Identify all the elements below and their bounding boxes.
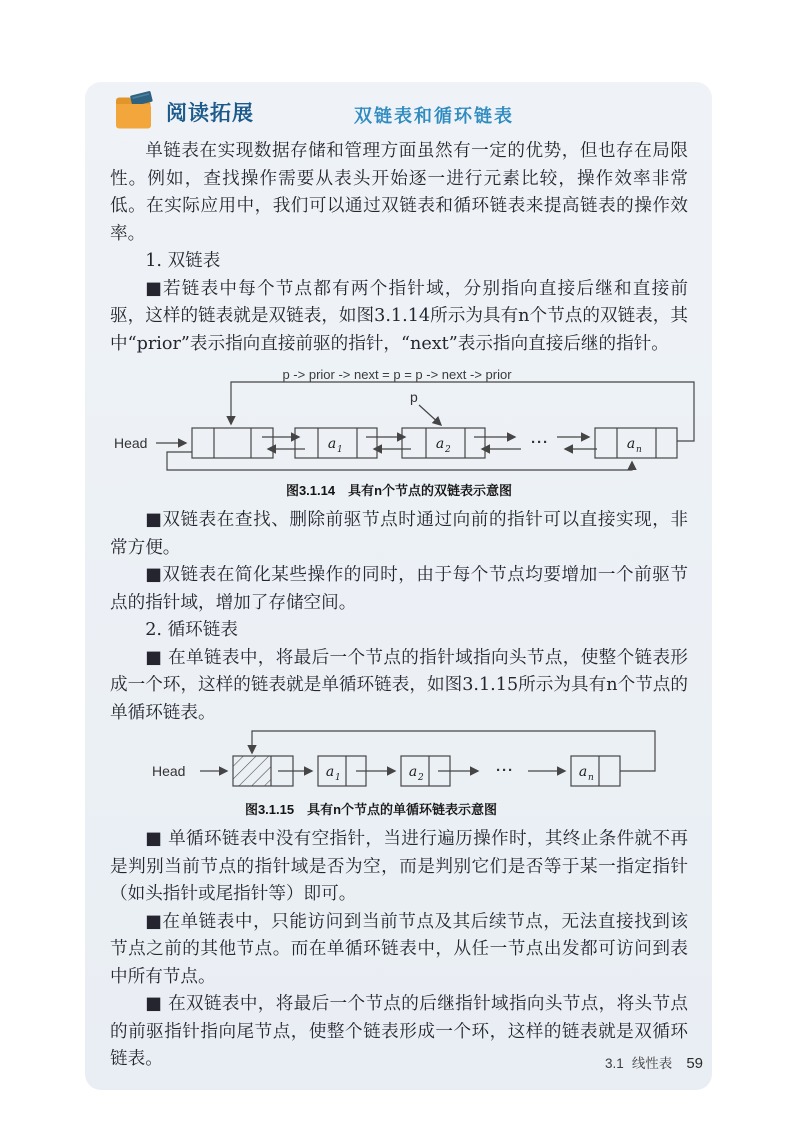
ellipsis: ··· [531,434,549,451]
node-an [595,428,677,458]
node-head [192,428,273,458]
node-a1-label: a [327,436,337,452]
node-an-label: a [626,436,636,452]
node-a1 [295,428,377,458]
paragraph-doubly-cost: ■双链表在简化某些操作的同时，由于每个节点均要增加一个前驱节点的指针域，增加了存储空间。 [110,565,688,613]
p-pointer-arrow [419,405,441,425]
paragraph-intro: 单链表在实现数据存储和管理方面虽然有一定的优势，但也存在局限性。例如，查找操作需要从表头开始逐一进行元素比较，操作效率非常低。在实际应用中，我们可以通过双链表和循环链表来提高链表的操作效率。 [110,141,688,244]
footer-section-title: 线性表 [631,1056,673,1071]
node-an-subscript: n [636,445,642,455]
node-an-label: a [578,764,588,780]
circular-loop-line [252,731,655,771]
pointer-expression-label: p -> prior -> next = p = p -> next -> prior [282,367,512,382]
node-a2-subscript: 2 [445,445,451,455]
section-badge: 阅读拓展 [166,102,254,125]
folder-icon [114,90,160,136]
node-a2-label: a [435,436,445,452]
paragraph-doubly-advantage: ■双链表在查找、删除前驱节点时通过向前的指针可以直接实现，非常方便。 [110,510,688,558]
node-a2 [402,428,485,458]
circular-linked-list-diagram [130,729,710,789]
node-a1-subscript: 1 [335,773,341,783]
figure-doubly-linked-list [110,366,688,499]
next-loop-line [231,382,694,441]
section-subtitle: 双链表和循环链表 [354,106,514,126]
prior-loop-line [167,452,632,470]
footer-section-number: 3.1 [605,1056,624,1071]
footer-page-number: 59 [686,1055,703,1072]
page-footer [605,1052,703,1072]
paragraph-circular-access: ■在单链表中，只能访问到当前节点及其后续节点，无法直接找到该节点之前的其他节点。而在单循环链表中，从任一节点出发都可访问到表中所有节点。 [110,911,688,987]
figure1-caption: 图3.1.14 具有n个节点的双链表示意图 [285,483,513,498]
p-pointer-label: p [410,389,418,405]
node-a1-subscript: 1 [337,445,343,455]
node-a1-label: a [325,764,335,780]
figure-circular-linked-list [110,729,688,818]
reading-extension-panel [85,82,712,1090]
heading-circular-linked-list: 2. 循环链表 [145,620,238,640]
doubly-linked-list-diagram [110,366,710,476]
paragraph-circular-definition: ■ 在单链表中，将最后一个节点的指针域指向头节点，使整个链表形成一个环，这样的链表就是单循环链表，如图3.1.15所示为具有n个节点的单循环链表。 [110,647,688,723]
node-a2-label: a [408,764,418,780]
paragraph-doubly-definition: ■若链表中每个节点都有两个指针域，分别指向直接后继和直接前驱，这样的链表就是双链表，如图3.1.14所示为具有n个节点的双链表，其中“prior”表示指向直接前驱的指针，“next”表示指向直接后继的指针。 [110,278,688,354]
paragraph-doubly-circular: ■ 在双链表中，将最后一个节点的后继指针域指向头节点，将头节点的前驱指针指向尾节点，使整个链表形成一个环，这样的链表就是双循环链表。 [110,994,688,1069]
ellipsis: ··· [496,762,514,779]
node-an [571,756,620,786]
node-an-subscript: n [588,773,594,783]
node-a2-subscript: 2 [418,773,424,783]
head-pointer-label: Head [152,763,186,779]
figure2-caption: 图3.1.15 具有n个节点的单循环链表示意图 [244,802,498,817]
head-pointer-label: Head [114,435,148,451]
heading-doubly-linked-list: 1. 双链表 [145,251,221,271]
body-text [110,138,688,1074]
panel-header [110,88,688,138]
paragraph-circular-traversal: ■ 单循环链表中没有空指针，当进行遍历操作时，其终止条件就不再是判别当前节点的指针域是否为空，而是判别它们是否等于某一指定指针（如头指针或尾指针等）即可。 [110,829,688,904]
